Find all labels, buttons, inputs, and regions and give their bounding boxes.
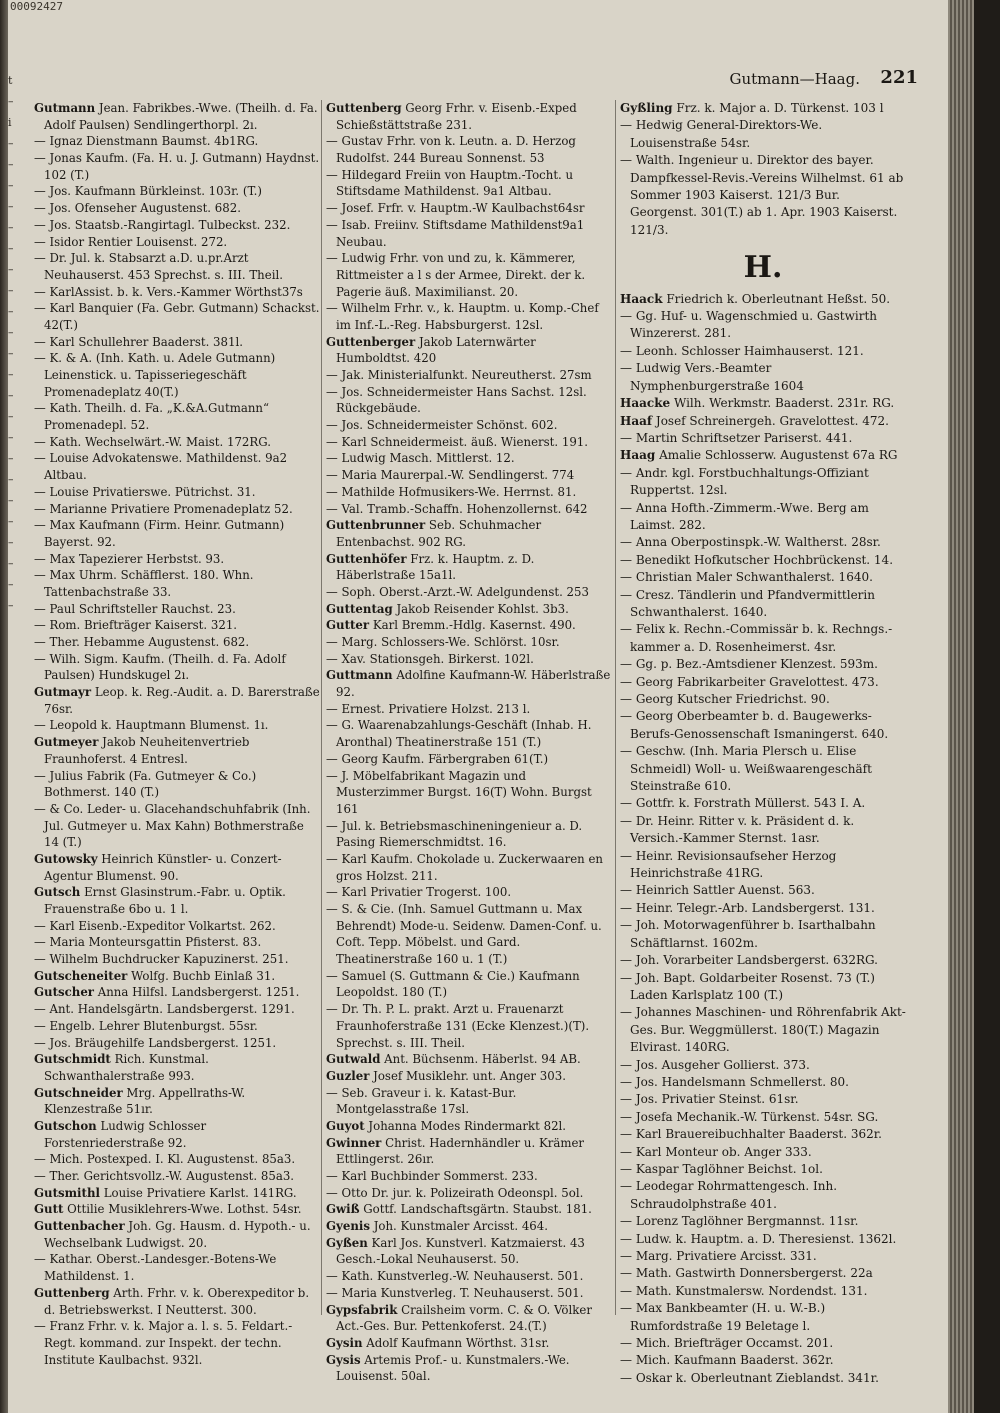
edge-fragment: – (8, 557, 14, 570)
directory-entry: — Dr. Heinr. Ritter v. k. Präsident d. k. Versich.-Kammer Sternst. 1asr. (620, 813, 855, 846)
directory-entry: — Christian Maler Schwanthalerst. 1640. (620, 570, 873, 585)
directory-entry: — Jos. Kaufmann Bürkleinst. 103r. (T.) (34, 184, 262, 199)
directory-entry: — Ludwig Frhr. von und zu, k. Kämmerer, Rittmeister a l s der Armee, Direkt. der k. Pagerie äuß. Maximilianst. 20. (326, 251, 586, 299)
directory-entry: — Julius Fabrik (Fa. Gutmeyer & Co.) Bothmerst. 140 (T.) (34, 768, 257, 800)
directory-entry: — Georg Fabrikarbeiter Gravelottest. 473. (620, 674, 879, 689)
directory-entry: — Marg. Schlossers-We. Schlörst. 10sr. (326, 635, 560, 649)
directory-entry: — Ludwig Vers.-Beamter Nymphenburgerstraße 1604 (620, 361, 804, 393)
directory-entry: — Kath. Wechselwärt.-W. Maist. 172RG. (34, 434, 271, 449)
directory-entry: — Ant. Handelsgärtn. Landsbergerst. 1291. (34, 1002, 295, 1017)
directory-entry: — Felix k. Rechn.-Commissär b. k. Rechngs.-kammer a. D. Rosenheimerst. 4sr. (620, 622, 893, 654)
edge-fragment: – (8, 473, 14, 486)
directory-entry: — Karl Monteur ob. Anger 333. (620, 1144, 812, 1159)
edge-fragment: – (8, 200, 14, 213)
directory-entry: Gwiß Gottf. Landschaftsgärtn. Staubst. 181. (326, 1202, 592, 1217)
directory-entry: Gutschmidt Rich. Kunstmal. Schwanthalerstraße 993. (34, 1052, 209, 1083)
edge-fragment: – (8, 284, 14, 297)
book-spine (0, 0, 8, 1413)
directory-entry: — Gg. Huf- u. Wagenschmied u. Gastwirth Winzererst. 281. (620, 309, 877, 341)
page-stack-edge (948, 0, 974, 1413)
edge-fragment: – (8, 410, 14, 423)
edge-fragment: – (8, 578, 14, 591)
directory-entry: — Jak. Ministerialfunkt. Neureutherst. 27sm (326, 368, 592, 382)
directory-entry: Gutschneider Mrg. Appellraths-W. Klenzestraße 51ır. (34, 1085, 246, 1117)
directory-entry: — Max Bankbeamter (H. u. W.-B.) Rumfordstraße 19 Beletage l. (620, 1301, 826, 1333)
directory-entry: — Maria Monteursgattin Pfisterst. 83. (34, 935, 262, 950)
directory-entry: Guttenberg Georg Frhr. v. Eisenb.-Exped Schießstättstraße 231. (326, 101, 577, 132)
directory-entry: — Engelb. Lehrer Blutenburgst. 55sr. (34, 1018, 258, 1033)
directory-entry: — Heinr. Revisionsaufseher Herzog Heinrichstraße 41RG. (620, 848, 837, 881)
edge-fragment: – (8, 179, 14, 192)
directory-entry: — S. & Cie. (Inh. Samuel Guttmann u. Max Behrendt) Mode-u. Seidenw. Damen-Conf. u. Coft. Tepp. Möbelst. und Gard. Theatinerstraße 160 u. 1 (T.) (326, 902, 602, 967)
directory-entry: — Anna Hofth.-Zimmerm.-Wwe. Berg am Laimst. 282. (620, 500, 869, 532)
edge-fragment: – (8, 326, 14, 339)
directory-entry: — Kathar. Oberst.-Landesger.-Botens-We Mathildenst. 1. (34, 1252, 277, 1284)
directory-entry: — Gottfr. k. Forstrath Müllerst. 543 I. A. (620, 796, 866, 811)
edge-fragment: – (8, 347, 14, 360)
directory-entry: — Andr. kgl. Forstbuchhaltungs-Offiziant Ruppertst. 12sl. (620, 465, 869, 498)
directory-entry: Gutt Ottilie Musiklehrers-Wwe. Lothst. 54sr. (34, 1202, 302, 1217)
edge-fragment: – (8, 536, 14, 549)
directory-entry: — Isab. Freiinv. Stiftsdame Mathildenst9a1 Neubau. (326, 217, 585, 249)
edge-fragment: – (8, 368, 14, 381)
directory-entry: — Oskar k. Oberleutnant Zieblandst. 341r. (620, 1370, 879, 1385)
directory-entry: — Lorenz Taglöhner Bergmannst. 11sr. (620, 1214, 859, 1229)
edge-fragment: – (8, 452, 14, 465)
directory-entry: — Isidor Rentier Louisenst. 272. (34, 234, 228, 249)
edge-fragment: t (8, 74, 13, 87)
edge-fragment: – (8, 137, 14, 150)
directory-entry: — Karl Schullehrer Baaderst. 381l. (34, 334, 243, 349)
directory-entry: Gutowsky Heinrich Künstler- u. Conzert-Agentur Blumenst. 90. (34, 851, 282, 883)
directory-entry: Gypsfabrik Crailsheim vorm. C. & O. Völker Act.-Ges. Bur. Pettenkoferst. 24.(T.) (326, 1302, 592, 1334)
edge-fragment: – (8, 221, 14, 234)
directory-entry: Gutsmithl Louise Privatiere Karlst. 141RG. (34, 1185, 297, 1200)
directory-entry: — Heinr. Telegr.-Arb. Landsbergerst. 131. (620, 900, 875, 915)
directory-entry: — Wilh. Sigm. Kaufm. (Theilh. d. Fa. Adolf Paulsen) Hundskugel 2ı. (34, 651, 286, 683)
running-head: Gutmann—Haag. (729, 70, 860, 88)
directory-entry: — Josef. Frfr. v. Hauptm.-W Kaulbachst64sr (326, 201, 585, 216)
directory-entry: — Maria Kunstverleg. T. Neuhauserst. 501. (326, 1285, 584, 1300)
directory-entry: — Franz Frhr. v. k. Major a. l. s. 5. Feldart.-Regt. kommand. zur Inspekt. der techn. Institute Kaulbachst. 932l. (34, 1319, 293, 1367)
directory-entry: — Joh. Vorarbeiter Landsbergerst. 632RG. (620, 953, 878, 968)
directory-entry: — Xav. Stationsgeh. Birkerst. 102l. (326, 651, 534, 666)
directory-entry: — Dr. Jul. k. Stabsarzt a.D. u.pr.Arzt Neuhauserst. 453 Sprechst. s. III. Theil. (34, 251, 283, 282)
directory-entry: — Mich. Postexped. I. Kl. Augustenst. 85a3. (34, 1152, 296, 1167)
directory-entry: — Hildegard Freiin von Hauptm.-Tocht. u Stiftsdame Mathildenst. 9a1 Altbau. (326, 167, 574, 199)
edge-fragment: – (8, 263, 14, 276)
page-number: 221 (880, 67, 918, 88)
directory-entry: — Georg Kutscher Friedrichst. 90. (620, 692, 830, 706)
edge-fragment: – (8, 95, 14, 108)
directory-entry: — Georg Oberbeamter b. d. Baugewerks-Berufs-Genossenschaft Ismaningerst. 640. (620, 709, 889, 741)
edge-fragment: – (8, 305, 14, 318)
directory-entry: Haag Amalie Schlosserw. Augustenst 67a RG (620, 448, 898, 463)
directory-entry: — Leopold k. Hauptmann Blumenst. 1ı. (34, 718, 269, 733)
directory-entry: — Wilhelm Frhr. v., k. Hauptm. u. Komp.-Chef im Inf.-L.-Reg. Habsburgerst. 12sl. (326, 301, 599, 332)
directory-entry: — Walth. Ingenieur u. Direktor des bayer. Dampfkessel-Revis.-Vereins Wilhelmst. 61 ab Sommer 1903 Kaiserst. 121/3 Bur. Georgenst. 301(T.) ab 1. Apr. 1903 Kaiserst. 121/3. (620, 153, 904, 237)
directory-entry: — Johannes Maschinen- und Röhrenfabrik Akt-Ges. Bur. Weggmüllerst. 180(T.) Magazin Elvirast. 140RG. (620, 1005, 906, 1055)
directory-entry: — Jos. Staatsb.-Rangirtagl. Tulbeckst. 232. (34, 217, 291, 232)
directory-entry: Gutter Karl Bremm.-Hdlg. Kasernst. 490. (326, 618, 576, 633)
directory-entry: — Martin Schriftsetzer Pariserst. 441. (620, 430, 853, 445)
directory-column-2 (326, 100, 612, 1385)
directory-entry: — Marianne Privatiere Promenadeplatz 52. (34, 501, 293, 516)
directory-entry: — Karl Eisenb.-Expeditor Volkartst. 262. (34, 918, 276, 933)
directory-entry: Guttenbacher Joh. Gg. Hausm. d. Hypoth.- u. Wechselbank Ludwigst. 20. (34, 1219, 311, 1250)
directory-entry: — Kaspar Taglöhner Beichst. 1ol. (620, 1161, 823, 1176)
directory-entry: Gyßen Karl Jos. Kunstverl. Katzmaierst. 43 Gesch.-Lokal Neuhauserst. 50. (326, 1235, 585, 1267)
directory-entry: Guttenberger Jakob Laternwärter Humboldtst. 420 (326, 334, 536, 366)
directory-entry: Guttenhöfer Frz. k. Hauptm. z. D. Häberlstraße 15a1l. (326, 551, 535, 583)
directory-entry: — Georg Kaufm. Färbergraben 61(T.) (326, 751, 549, 766)
directory-entry: — Hedwig General-Direktors-We. Louisenstraße 54sr. (620, 118, 823, 150)
directory-entry: — Karl Brauereibuchhalter Baaderst. 362r. (620, 1127, 882, 1142)
directory-entry: — J. Möbelfabrikant Magazin und Musterzimmer Burgst. 16(T) Wohn. Burgst 161 (326, 768, 592, 816)
column-divider (615, 100, 616, 1315)
directory-entry: — Louise Advokatenswe. Mathildenst. 9a2 Altbau. (34, 451, 288, 483)
directory-entry: — Karl Schneidermeist. äuß. Wienerst. 191. (326, 434, 589, 449)
directory-entry: — Rom. Briefträger Kaiserst. 321. (34, 618, 238, 633)
column-divider (321, 100, 322, 1315)
directory-entry: — K. & A. (Inh. Kath. u. Adele Gutmann) Leinenstick. u. Tapisseriegeschäft Promenadeplatz 40(T.) (34, 351, 276, 399)
directory-entry: — Jos. Privatier Steinst. 61sr. (620, 1092, 799, 1107)
directory-entry: — Ther. Gerichtsvollz.-W. Augustenst. 85a3. (34, 1169, 295, 1183)
directory-entry: — Max Kaufmann (Firm. Heinr. Gutmann) Bayerst. 92. (34, 518, 285, 549)
directory-entry: — Val. Tramb.-Schaffn. Hohenzollernst. 642 (326, 501, 588, 516)
directory-entry: — Benedikt Hofkutscher Hochbrückenst. 14. (620, 552, 894, 567)
directory-column-3 (620, 100, 906, 1387)
edge-fragment: – (8, 389, 14, 402)
directory-entry: — Jos. Schneidermeister Schönst. 602. (326, 418, 558, 433)
directory-entry: — Karl Privatier Trogerst. 100. (326, 885, 512, 900)
directory-entry: Gyßling Frz. k. Major a. D. Türkenst. 103 l (620, 101, 884, 115)
directory-entry: — Gustav Frhr. von k. Leutn. a. D. Herzog Rudolfst. 244 Bureau Sonnenst. 53 (326, 134, 576, 166)
directory-entry: — Ernest. Privatiere Holzst. 213 l. (326, 701, 531, 716)
directory-entry: — Wilhelm Buchdrucker Kapuzinerst. 251. (34, 952, 289, 967)
directory-entry: — G. Waarenabzahlungs-Geschäft (Inhab. H. Aronthal) Theatinerstraße 151 (T.) (326, 718, 592, 750)
directory-entry: — Seb. Graveur i. k. Katast-Bur. Montgelasstraße 17sl. (326, 1085, 517, 1117)
directory-entry: — Jos. Bräugehilfe Landsbergerst. 1251. (34, 1035, 277, 1050)
edge-fragment: – (8, 599, 14, 612)
directory-entry: — Anna Oberpostinspk.-W. Waltherst. 28sr. (620, 535, 881, 550)
directory-entry: Gutwald Ant. Büchsenm. Häberlst. 94 AB. (326, 1052, 581, 1067)
page (8, 0, 974, 1413)
directory-entry: — Soph. Oberst.-Arzt.-W. Adelgundenst. 253 (326, 584, 589, 599)
directory-entry: Guttmann Adolfine Kaufmann-W. Häberlstraße 92. (326, 668, 611, 700)
edge-fragment: – (8, 431, 14, 444)
directory-entry: Guzler Josef Musiklehr. unt. Anger 303. (326, 1068, 566, 1083)
catalog-stamp: 00092427 (10, 0, 63, 13)
directory-entry: Guttenbrunner Seb. Schuhmacher Entenbachst. 902 RG. (326, 518, 542, 549)
directory-entry: — Math. Kunstmalersw. Nordendst. 131. (620, 1283, 868, 1298)
previous-page-edge (8, 70, 26, 1370)
directory-entry: — Jonas Kaufm. (Fa. H. u. J. Gutmann) Haydnst. 102 (T.) (34, 151, 320, 182)
directory-entry: — Otto Dr. jur. k. Polizeirath Odeonspl. 5ol. (326, 1185, 584, 1200)
directory-entry: — Heinrich Sattler Auenst. 563. (620, 883, 815, 898)
directory-entry: Gutschon Ludwig Schlosser Forstenriederstraße 92. (34, 1118, 207, 1150)
directory-entry: Gwinner Christ. Hadernhändler u. Krämer Ettlingerst. 26ır. (326, 1135, 585, 1167)
directory-entry: Guyot Johanna Modes Rindermarkt 82l. (326, 1118, 567, 1133)
directory-entry: — & Co. Leder- u. Glacehandschuhfabrik (Inh. Jul. Gutmeyer u. Max Kahn) Bothmerstraße 14 (T.) (34, 801, 311, 850)
directory-entry: — Mich. Briefträger Occamst. 201. (620, 1336, 834, 1351)
directory-entry: — Max Tapezierer Herbstst. 93. (34, 551, 225, 566)
directory-entry: — Samuel (S. Guttmann & Cie.) Kaufmann Leopoldst. 180 (T.) (326, 968, 580, 1000)
directory-entry: Guttenberg Arth. Frhr. v. k. Oberexpeditor b. d. Betriebswerkst. I Neutterst. 300. (34, 1285, 310, 1317)
directory-entry: — Josefa Mechanik.-W. Türkenst. 54sr. SG. (620, 1109, 879, 1124)
directory-entry: — Dr. Th. P. L. prakt. Arzt u. Frauenarzt Fraunhoferstraße 131 (Ecke Klenzest.)(T). Sprechst. s. III. Theil. (326, 1002, 590, 1050)
directory-entry: — Kath. Kunstverleg.-W. Neuhauserst. 501. (326, 1269, 584, 1284)
directory-entry: — KarlAssist. b. k. Vers.-Kammer Wörthst37s (34, 284, 303, 299)
directory-entry: — Joh. Motorwagenführer b. Isarthalbahn Schäftlarnst. 1602m. (620, 918, 876, 950)
page-header (34, 66, 918, 92)
directory-entry: — Maria Maurerpal.-W. Sendlingerst. 774 (326, 468, 575, 483)
directory-entry: — Mich. Kaufmann Baaderst. 362r. (620, 1353, 834, 1368)
directory-entry: — Karl Buchbinder Sommerst. 233. (326, 1169, 538, 1183)
directory-entry: — Karl Banquier (Fa. Gebr. Gutmann) Schackst. 42(T.) (34, 301, 320, 332)
directory-entry: Gyenis Joh. Kunstmaler Arcisst. 464. (326, 1219, 548, 1234)
directory-entry: — Ludw. k. Hauptm. a. D. Theresienst. 1362l. (620, 1231, 897, 1246)
edge-fragment: i (8, 116, 12, 129)
directory-entry: — Kath. Theilh. d. Fa. „K.&A.Gutmann“ Promenadepl. 52. (34, 401, 270, 433)
directory-entry: — Geschw. (Inh. Maria Plersch u. Elise Schmeidl) Woll- u. Weißwaarengeschäft Steinstraße 610. (620, 744, 872, 794)
directory-entry: — Paul Schriftsteller Rauchst. 23. (34, 601, 236, 616)
directory-entry: — Max Uhrm. Schäfflerst. 180. Whn. Tattenbachstraße 33. (34, 568, 254, 599)
directory-entry: — Joh. Bapt. Goldarbeiter Rosenst. 73 (T.) Laden Karlsplatz 100 (T.) (620, 970, 875, 1002)
directory-entry: — Mathilde Hofmusikers-We. Herrnst. 81. (326, 484, 577, 499)
directory-entry: Gysin Adolf Kaufmann Wörthst. 31sr. (326, 1335, 550, 1350)
directory-entry: Gutsch Ernst Glasinstrum.-Fabr. u. Optik. Frauenstraße 6bo u. 1 l. (34, 885, 286, 916)
edge-fragment: – (8, 515, 14, 528)
directory-column-1 (34, 100, 320, 1368)
directory-entry: — Jul. k. Betriebsmaschineningenieur a. D. Pasing Riemerschmidtst. 16. (326, 818, 583, 850)
directory-entry: — Jos. Ofenseher Augustenst. 682. (34, 201, 241, 216)
directory-entry: Gutmann Jean. Fabrikbes.-Wwe. (Theilh. d. Fa. Adolf Paulsen) Sendlingerthorpl. 2ı. (34, 101, 318, 132)
directory-entry: Gutmayr Leop. k. Reg.-Audit. a. D. Barerstraße 76sr. (34, 685, 320, 716)
edge-fragment: – (8, 158, 14, 171)
directory-entry: Gutscher Anna Hilfsl. Landsbergerst. 1251. (34, 985, 300, 1000)
directory-entry: — Gg. p. Bez.-Amtsdiener Klenzest. 593m. (620, 657, 878, 672)
edge-fragment: – (8, 494, 14, 507)
directory-entry: — Leodegar Rohrmattengesch. Inh. Schraudolphstraße 401. (620, 1179, 838, 1211)
section-letter: H. (743, 250, 783, 286)
directory-entry: — Marg. Privatiere Arcisst. 331. (620, 1249, 817, 1263)
directory-entry: Gysis Artemis Prof.- u. Kunstmalers.-We. Louisenst. 50al. (326, 1352, 570, 1384)
directory-entry: — Jos. Handelsmann Schmellerst. 80. (620, 1074, 849, 1089)
directory-entry: Haaf Josef Schreinergeh. Gravelottest. 472. (620, 413, 889, 428)
directory-entry: Haack Friedrich k. Oberleutnant Heßst. 50. (620, 291, 891, 306)
directory-entry: Gutmeyer Jakob Neuheitenvertrieb Fraunhoferst. 4 Entresl. (34, 735, 250, 766)
directory-entry: — Louise Privatierswe. Pütrichst. 31. (34, 484, 256, 499)
edge-fragment: – (8, 242, 14, 255)
directory-entry: — Jos. Schneidermeister Hans Sachst. 12sl. Rückgebäude. (326, 384, 587, 416)
directory-entry: — Jos. Ausgeher Gollierst. 373. (620, 1057, 810, 1072)
directory-entry: — Ignaz Dienstmann Baumst. 4b1RG. (34, 134, 259, 149)
directory-entry: Gutscheneiter Wolfg. Buchb Einlaß 31. (34, 968, 276, 983)
directory-entry: Haacke Wilh. Werkmstr. Baaderst. 231r. RG. (620, 396, 895, 411)
directory-entry: — Leonh. Schlosser Haimhauserst. 121. (620, 343, 864, 358)
directory-entry: — Cresz. Tändlerin und Pfandvermittlerin Schwanthalerst. 1640. (620, 587, 875, 619)
directory-entry: — Ther. Hebamme Augustenst. 682. (34, 635, 250, 649)
directory-entry: — Math. Gastwirth Donnersbergerst. 22a (620, 1266, 873, 1281)
directory-entry: Guttentag Jakob Reisender Kohlst. 3b3. (326, 601, 569, 616)
directory-entry: — Karl Kaufm. Chokolade u. Zuckerwaaren en gros Holzst. 211. (326, 851, 603, 883)
directory-entry: — Ludwig Masch. Mittlerst. 12. (326, 451, 515, 466)
